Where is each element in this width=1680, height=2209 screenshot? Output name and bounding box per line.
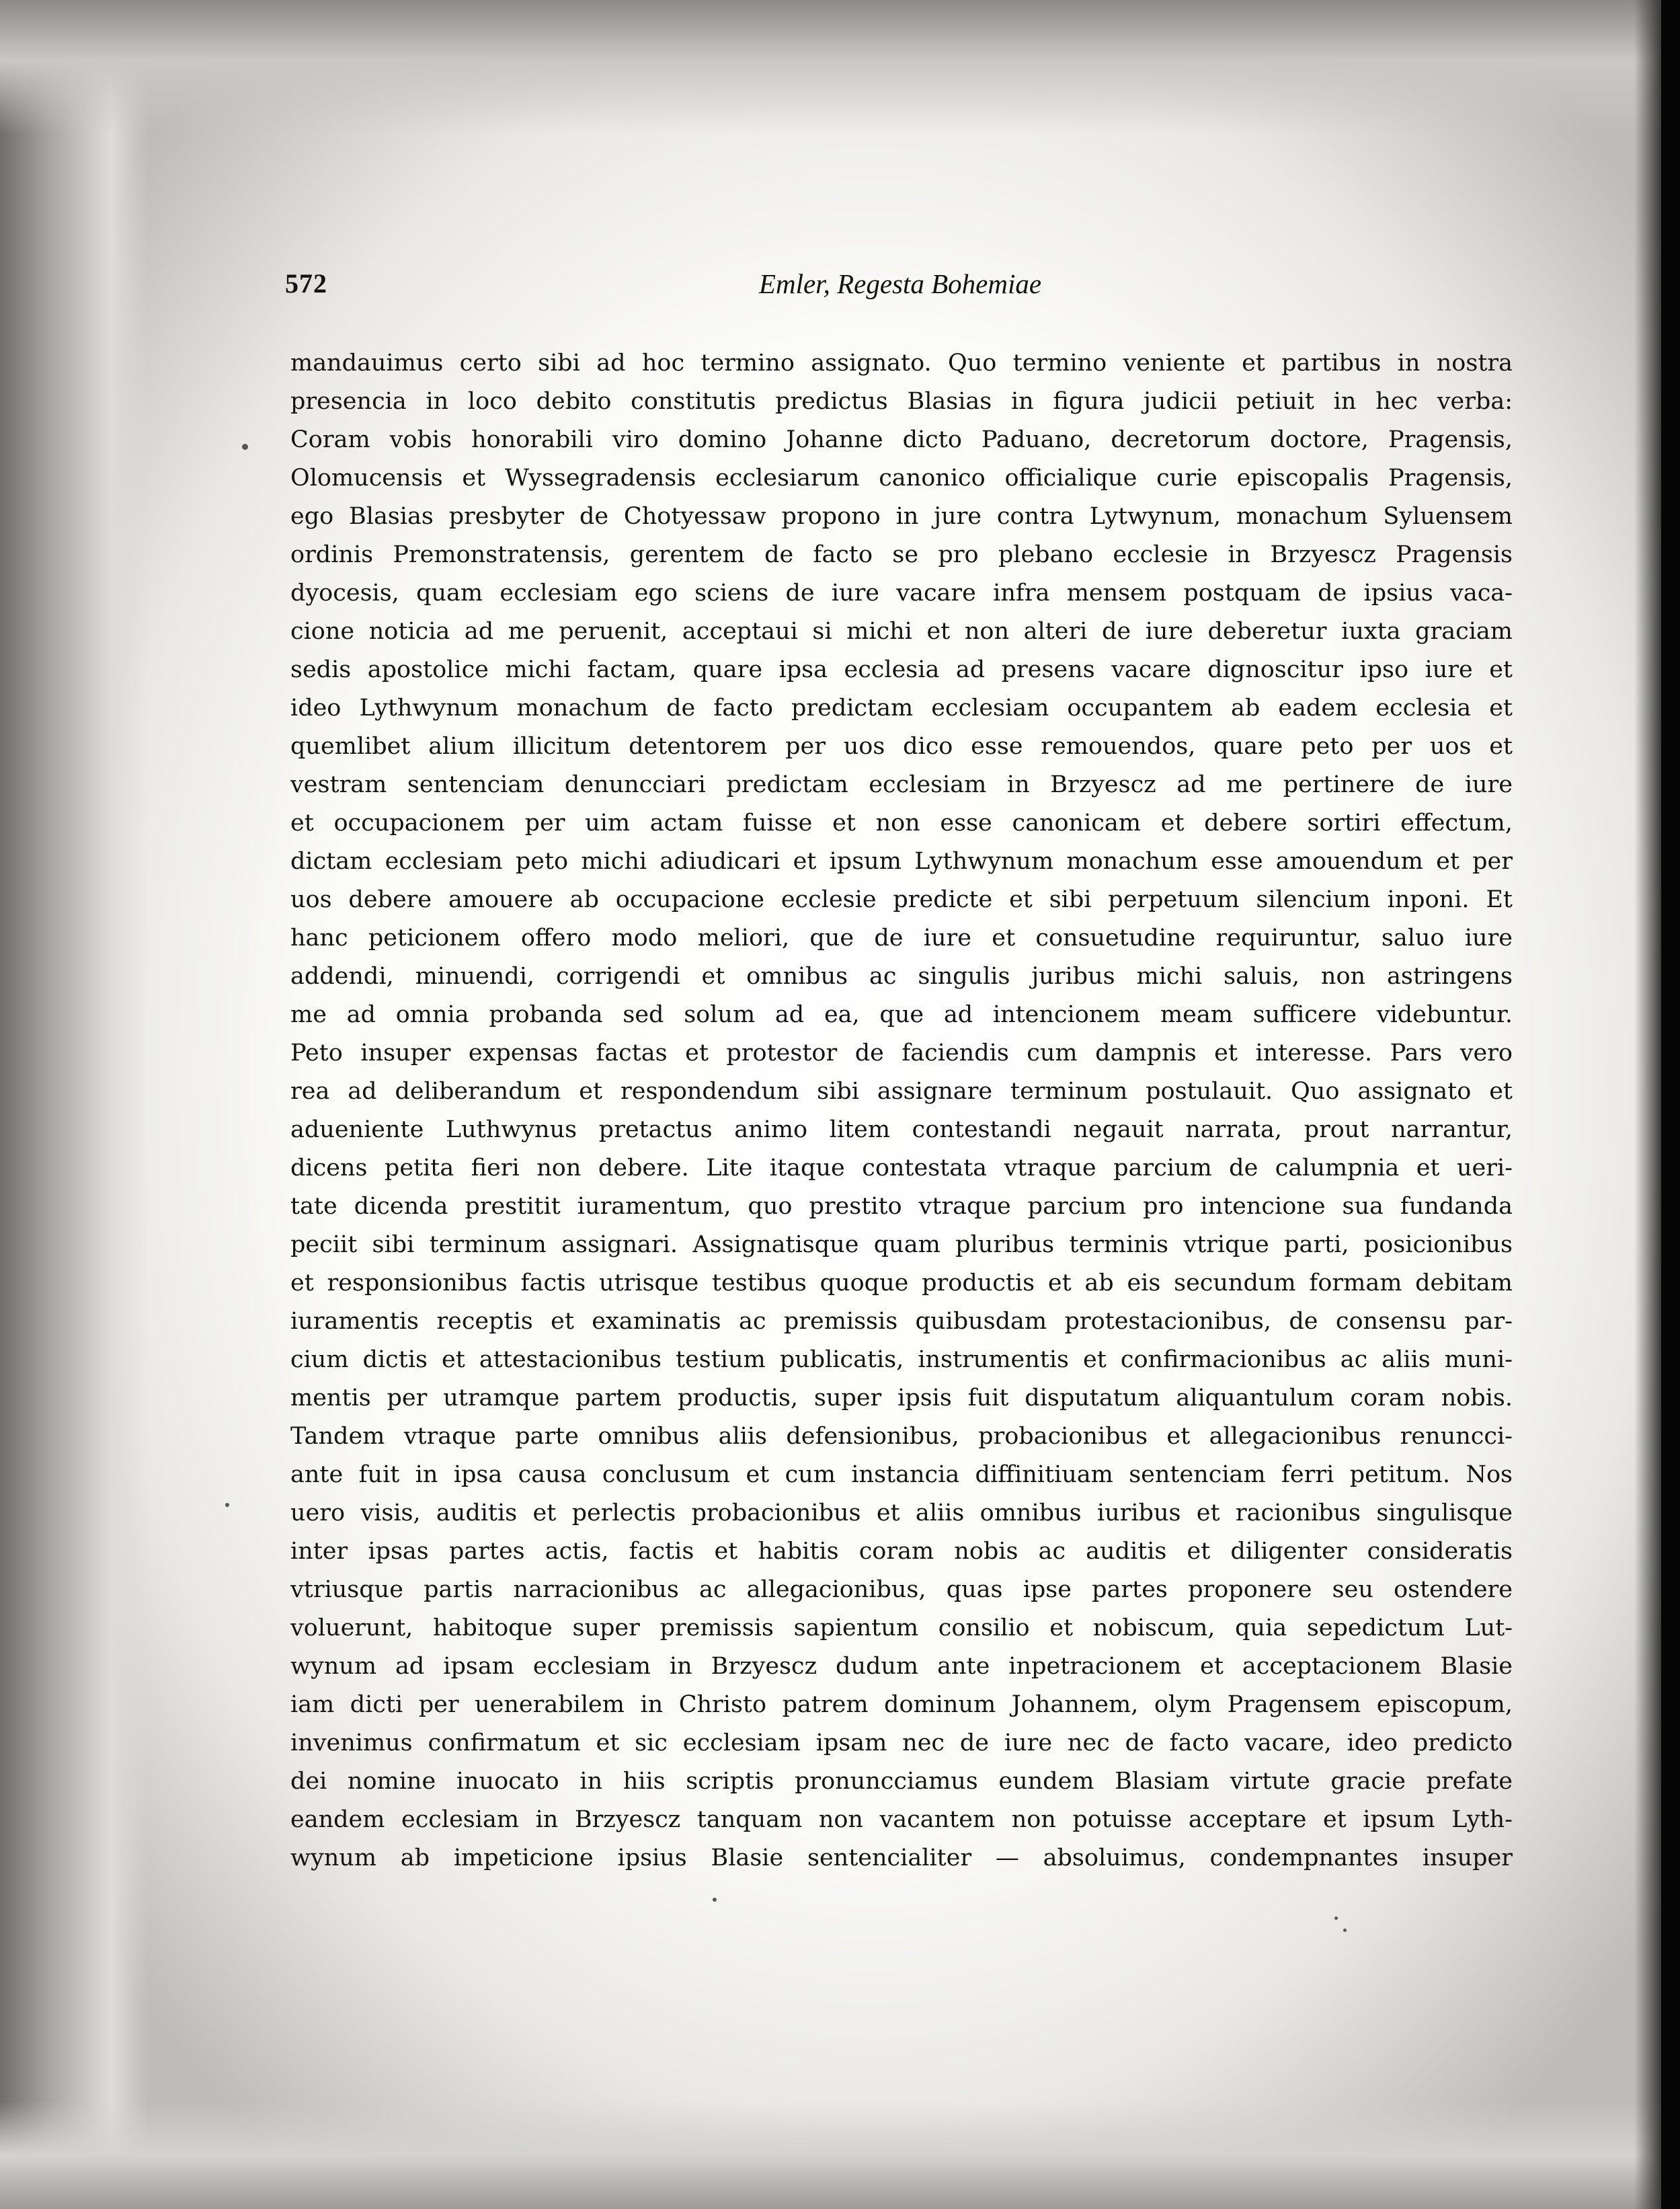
text-line: cione noticia ad me peruenit, acceptaui si michi et non alteri de iure deberetur iuxta graciam (290, 618, 1513, 645)
text-line: presencia in loco debito constitutis predictus Blasias in figura judicii petiuit in hec verba: (290, 388, 1513, 415)
text-line: addendi, minuendi, corrigendi et omnibus ac singulis juribus michi saluis, non astringens (290, 963, 1513, 990)
text-line: uero visis, auditis et perlectis probacionibus et aliis omnibus iuribus et racionibus singulisque (290, 1500, 1513, 1526)
text-line: cium dictis et attestacionibus testium publicatis, instrumentis et confirmacionibus ac aliis muni- (290, 1346, 1513, 1373)
text-line: quemlibet alium illicitum detentorem per uos dico esse remouendos, quare peto per uos et (290, 733, 1513, 760)
dust-speck (713, 1898, 717, 1902)
text-line: wynum ab impeticione ipsius Blasie sentencialiter — absoluimus, condempnantes insuper (290, 1845, 1513, 1871)
text-line: invenimus confirmatum et sic ecclesiam ipsam nec de iure nec de facto vacare, ideo predicto (290, 1730, 1513, 1756)
text-line: uos debere amouere ab occupacione ecclesie predicte et sibi perpetuum silencium inponi. Et (290, 886, 1513, 913)
text-line: vestram sentenciam denuncciari predictam ecclesiam in Brzyescz ad me pertinere de iure (290, 771, 1513, 798)
text-line: Coram vobis honorabili viro domino Johanne dicto Paduano, decretorum doctore, Pragensis, (290, 426, 1513, 453)
dust-speck (1343, 1929, 1347, 1932)
text-line: mentis per utramque partem productis, super ipsis fuit disputatum aliquantulum coram nobis. (290, 1385, 1513, 1411)
text-line: iuramentis receptis et examinatis ac premissis quibusdam protestacionibus, de consensu par- (290, 1308, 1513, 1335)
text-line: rea ad deliberandum et respondendum sibi assignare terminum postulauit. Quo assignato et (290, 1078, 1513, 1105)
text-line: dicens petita fieri non debere. Lite itaque contestata vtraque parcium de calumpnia et ueri- (290, 1155, 1513, 1181)
text-line: dictam ecclesiam peto michi adiudicari et ipsum Lythwynum monachum esse amouendum et per (290, 848, 1513, 875)
dust-speck (225, 1503, 229, 1507)
text-line: me ad omnia probanda sed solum ad ea, que ad intencionem meam sufficere videbuntur. (290, 1001, 1513, 1028)
text-line: inter ipsas partes actis, factis et habitis coram nobis ac auditis et diligenter consideratis (290, 1538, 1513, 1565)
bottom-edge-shadow (0, 2101, 1680, 2209)
dust-speck (242, 444, 248, 450)
text-line: iam dicti per uenerabilem in Christo patrem dominum Johannem, olym Pragensem episcopum, (290, 1691, 1513, 1718)
right-page-edge (1661, 0, 1680, 2209)
body-text (290, 344, 1513, 1877)
text-line: et occupacionem per uim actam fuisse et non esse canonicam et debere sortiri effectum, (290, 810, 1513, 837)
running-title: Emler, Regesta Bohemiae (758, 268, 1042, 299)
text-line: peciit sibi terminum assignari. Assignatisque quam pluribus terminis vtrique parti, posicionibus (290, 1231, 1513, 1258)
text-line: adueniente Luthwynus pretactus animo litem contestandi negauit narrata, prout narrantur, (290, 1116, 1513, 1143)
text-line: hanc peticionem offero modo meliori, que de iure et consuetudine requiruntur, saluo iure (290, 925, 1513, 952)
text-line: eandem ecclesiam in Brzyescz tanquam non vacantem non potuisse acceptare et ipsum Lyth- (290, 1806, 1513, 1833)
text-line: Tandem vtraque parte omnibus aliis defensionibus, probacionibus et allegacionibus renuncci- (290, 1423, 1513, 1450)
text-line: ordinis Premonstratensis, gerentem de facto se pro plebano ecclesie in Brzyescz Pragensis (290, 541, 1513, 568)
page-header (285, 268, 1515, 308)
text-line: wynum ad ipsam ecclesiam in Brzyescz dudum ante inpetracionem et acceptacionem Blasie (290, 1653, 1513, 1680)
text-line: dyocesis, quam ecclesiam ego sciens de iure vacare infra mensem postquam de ipsius vaca- (290, 580, 1513, 607)
text-line: et responsionibus factis utrisque testibus quoque productis et ab eis secundum formam debitam (290, 1270, 1513, 1296)
page-number: 572 (285, 268, 327, 299)
text-line: vtriusque partis narracionibus ac allegacionibus, quas ipse partes proponere seu ostendere (290, 1576, 1513, 1603)
dust-speck (1334, 1916, 1338, 1920)
text-line: dei nomine inuocato in hiis scriptis pronuncciamus eundem Blasiam virtute gracie prefate (290, 1768, 1513, 1795)
right-edge-shade (1634, 0, 1661, 2209)
text-line: ideo Lythwynum monachum de facto predictam ecclesiam occupantem ab eadem ecclesia et (290, 695, 1513, 722)
text-line: tate dicenda prestitit iuramentum, quo prestito vtraque parcium pro intencione sua fundanda (290, 1193, 1513, 1220)
text-line: Olomucensis et Wyssegradensis ecclesiarum canonico officialique curie episcopalis Pragensis, (290, 465, 1513, 492)
text-line: mandauimus certo sibi ad hoc termino assignato. Quo termino veniente et partibus in nostra (290, 350, 1513, 377)
text-line: voluerunt, habitoque super premissis sapientum consilio et nobiscum, quia sepedictum Lut- (290, 1615, 1513, 1641)
left-binding-shadow (0, 0, 148, 2209)
text-line: sedis apostolice michi factam, quare ipsa ecclesia ad presens vacare dignoscitur ipso iure et (290, 656, 1513, 683)
text-line: ego Blasias presbyter de Chotyessaw propono in jure contra Lytwynum, monachum Syluensem (290, 503, 1513, 530)
text-line: ante fuit in ipsa causa conclusum et cum instancia diffinitiuam sentenciam ferri petitum. Nos (290, 1461, 1513, 1488)
text-line: Peto insuper expensas factas et protestor de faciendis cum dampnis et interesse. Pars vero (290, 1040, 1513, 1067)
top-edge-shadow (0, 0, 1680, 134)
